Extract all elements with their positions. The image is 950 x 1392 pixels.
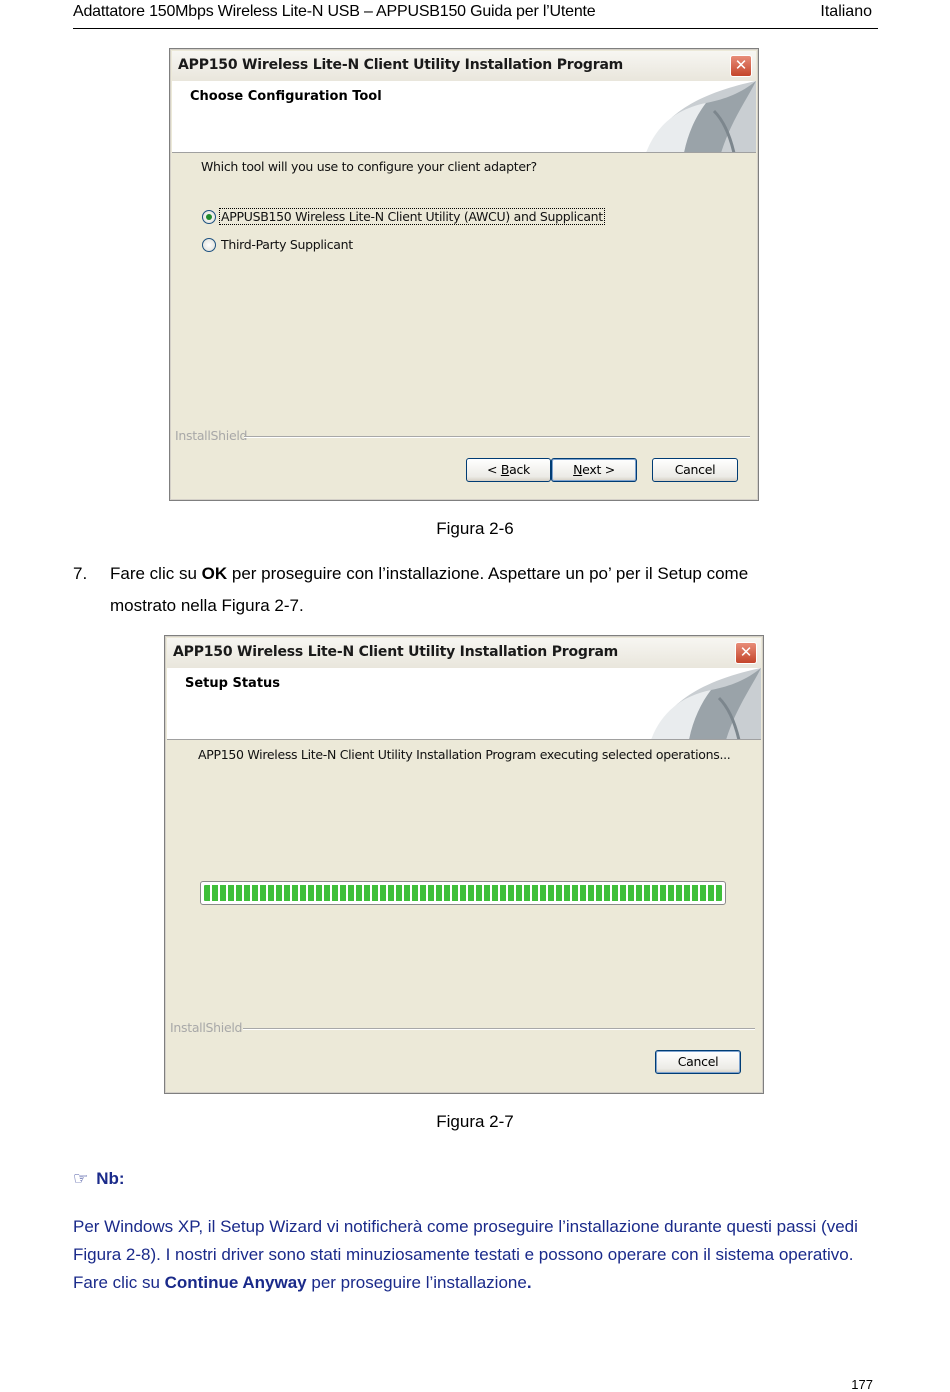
close-button[interactable] [730,55,752,77]
question-text: Which tool will you use to configure your client adapter? [201,159,537,174]
note-text-end: . [526,1273,532,1292]
step-text-ok: OK [201,564,228,583]
header-banner [167,668,761,740]
page-number: 177 [851,1377,873,1392]
note-text [73,1213,883,1297]
figure-caption-2-7: Figura 2-7 [436,1112,514,1131]
config-tool-dialog [169,48,759,501]
step-text-post: per proseguire con l’installazione. Aspettare un po’ per il Setup come [227,564,749,583]
back-button[interactable] [466,458,551,482]
option-awcu-label[interactable] [219,209,605,224]
step-number: 7. [73,564,88,583]
installshield-brand: InstallShield [170,1020,243,1035]
next-rest: ext > [582,462,615,477]
option-third-party-label[interactable]: Third-Party Supplicant [221,237,353,252]
cancel-button[interactable]: Cancel [655,1050,741,1074]
note-continue-anyway: Continue Anyway [164,1273,307,1292]
setup-status-dialog [164,635,764,1094]
footer-divider [243,1028,755,1030]
title-bar[interactable] [172,51,756,81]
installshield-brand: InstallShield [175,428,248,443]
status-text: APP150 Wireless Lite-N Client Utility Installation Program executing selected operations... [198,747,731,762]
step-text-line2: mostrato nella Figura 2-7. [110,596,304,615]
language-label: Italiano [820,3,872,20]
pointing-hand-icon: ☞ [73,1169,89,1189]
note-heading [73,1169,125,1189]
step-heading: Setup Status [185,676,281,691]
title-bar[interactable] [167,638,761,668]
close-icon: ✕ [739,643,753,661]
window-title: APP150 Wireless Lite-N Client Utility Installation Program [178,57,624,73]
cancel-button[interactable]: Cancel [652,458,738,482]
header-banner [172,81,756,153]
back-prefix: < [486,462,501,477]
close-button[interactable] [735,642,757,664]
option-awcu-text: APPUSB150 Wireless Lite-N Client Utility (AWCU) and Supplicant [221,209,603,224]
back-rest: ack [509,462,530,477]
running-header: Adattatore 150Mbps Wireless Lite-N USB – APPUSB150 Guida per l’Utente [73,3,596,20]
next-button[interactable] [551,458,637,482]
step-text-pre: Fare clic su [110,564,202,583]
page-curl-graphic [631,668,761,740]
radio-awcu[interactable] [202,210,216,224]
install-progress-bar [200,881,726,905]
header-divider [73,28,878,29]
step-heading: Choose Configuration Tool [190,89,382,104]
radio-third-party[interactable] [202,238,216,252]
note-text-post: per proseguire l’installazione [306,1273,527,1292]
back-hotkey: B [500,462,510,477]
close-icon: ✕ [734,56,748,74]
note-title: Nb: [96,1169,125,1188]
window-title: APP150 Wireless Lite-N Client Utility Installation Program [173,644,619,660]
step-text [110,558,880,590]
footer-divider [244,436,750,438]
progress-fill [204,885,722,901]
next-hotkey: N [573,462,583,477]
note-text-pre: Per Windows XP, il Setup Wizard vi notificherà come proseguire l’installazione durante questi passi (vedi Figura 2-8). I nostri driver sono stati minuziosamente testati e possono operare con il sistema operativo. Fare clic su [73,1217,858,1292]
figure-caption-2-6: Figura 2-6 [436,519,514,538]
page-curl-graphic [626,81,756,153]
